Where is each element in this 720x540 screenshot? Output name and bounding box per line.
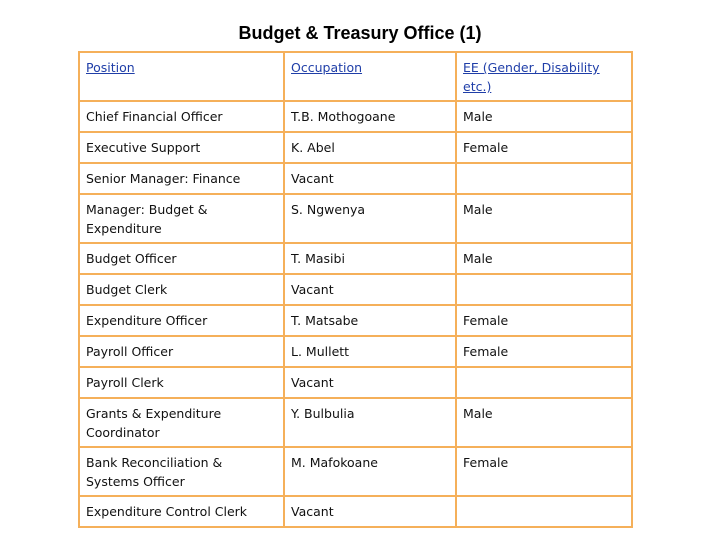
cell-occupation: T. Masibi <box>284 243 456 274</box>
cell-position: Payroll Clerk <box>79 367 284 398</box>
cell-occupation: T.B. Mothogoane <box>284 101 456 132</box>
table-row <box>79 274 632 305</box>
header-position: Position <box>79 52 284 101</box>
cell-position: Executive Support <box>79 132 284 163</box>
cell-position: Grants & Expenditure Coordinator <box>79 398 284 447</box>
table-row <box>79 336 632 367</box>
cell-ee <box>456 367 632 398</box>
cell-ee <box>456 274 632 305</box>
cell-occupation: K. Abel <box>284 132 456 163</box>
cell-occupation: Vacant <box>284 274 456 305</box>
cell-position: Chief Financial Officer <box>79 101 284 132</box>
table-row <box>79 243 632 274</box>
table-row <box>79 132 632 163</box>
cell-position: Budget Officer <box>79 243 284 274</box>
cell-ee <box>456 496 632 527</box>
table-row <box>79 101 632 132</box>
cell-occupation: M. Mafokoane <box>284 447 456 496</box>
cell-position: Expenditure Control Clerk <box>79 496 284 527</box>
header-occupation: Occupation <box>284 52 456 101</box>
cell-position: Manager: Budget & Expenditure <box>79 194 284 243</box>
table-row <box>79 305 632 336</box>
staff-table <box>78 51 633 528</box>
cell-occupation: Vacant <box>284 163 456 194</box>
cell-ee <box>456 163 632 194</box>
header-ee: EE (Gender, Disability etc.) <box>456 52 632 101</box>
cell-position: Expenditure Officer <box>79 305 284 336</box>
cell-occupation: S. Ngwenya <box>284 194 456 243</box>
cell-position: Budget Clerk <box>79 274 284 305</box>
table-row <box>79 496 632 527</box>
table-row <box>79 447 632 496</box>
cell-position: Senior Manager: Finance <box>79 163 284 194</box>
cell-ee: Male <box>456 398 632 447</box>
cell-occupation: L. Mullett <box>284 336 456 367</box>
cell-ee: Male <box>456 194 632 243</box>
cell-ee: Female <box>456 336 632 367</box>
cell-ee: Female <box>456 305 632 336</box>
cell-position: Payroll Officer <box>79 336 284 367</box>
cell-occupation: Vacant <box>284 367 456 398</box>
cell-occupation: T. Matsabe <box>284 305 456 336</box>
cell-ee: Male <box>456 101 632 132</box>
cell-occupation: Vacant <box>284 496 456 527</box>
cell-ee: Female <box>456 132 632 163</box>
page-title: Budget & Treasury Office (1) <box>238 23 482 43</box>
cell-ee: Male <box>456 243 632 274</box>
cell-occupation: Y. Bulbulia <box>284 398 456 447</box>
table-header-row <box>79 52 632 101</box>
cell-ee: Female <box>456 447 632 496</box>
cell-position: Bank Reconciliation & Systems Officer <box>79 447 284 496</box>
table-row <box>79 194 632 243</box>
table-row <box>79 398 632 447</box>
table-row <box>79 163 632 194</box>
table-row <box>79 367 632 398</box>
